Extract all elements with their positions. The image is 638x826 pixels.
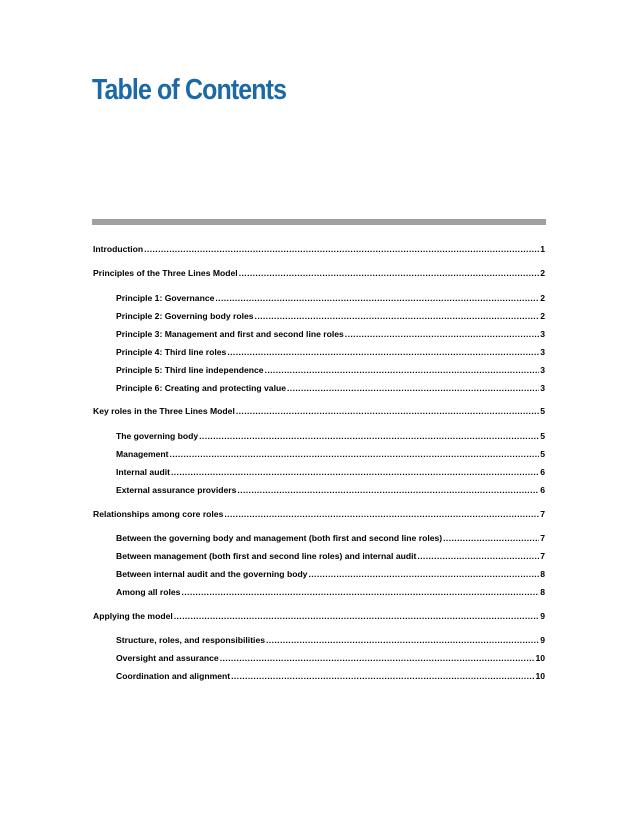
toc-entry-page: 6: [540, 467, 545, 477]
toc-dot-leader: [174, 610, 539, 622]
toc-entry-label: Introduction: [93, 244, 144, 254]
toc-entry-label: Oversight and assurance: [116, 653, 219, 663]
toc-entry-principle-5[interactable]: [116, 364, 545, 376]
toc-entry-introduction[interactable]: [93, 243, 545, 255]
toc-entry-page: 7: [540, 533, 545, 543]
toc-dot-leader: [220, 652, 535, 664]
toc-entry-label: Relationships among core roles: [93, 509, 224, 519]
toc-entry-key-roles[interactable]: [93, 405, 545, 417]
toc-entry-internal-audit-governing-body[interactable]: [116, 568, 545, 580]
toc-entry-page: 5: [540, 431, 545, 441]
toc-entry-coordination-alignment[interactable]: [116, 670, 545, 682]
toc-entry-principle-3[interactable]: [116, 328, 545, 340]
toc-entry-page: 1: [540, 244, 545, 254]
toc-entry-page: 10: [535, 653, 545, 663]
toc-entry-page: 9: [540, 635, 545, 645]
toc-dot-leader: [199, 430, 539, 442]
toc-entry-principle-2[interactable]: [116, 310, 545, 322]
toc-entry-label: The governing body: [116, 431, 199, 441]
toc-dot-leader: [171, 466, 539, 478]
toc-entry-management[interactable]: [116, 448, 545, 460]
toc-dot-leader: [237, 484, 539, 496]
toc-entry-page: 9: [540, 611, 545, 621]
toc-dot-leader: [265, 364, 540, 376]
toc-entry-applying-model[interactable]: [93, 610, 545, 622]
page-title: Table of Contents: [92, 74, 287, 106]
toc-entry-label: Principle 6: Creating and protecting value: [116, 383, 286, 393]
toc-entry-page: 2: [540, 268, 545, 278]
toc-dot-leader: [345, 328, 539, 340]
toc-entry-structure-roles[interactable]: [116, 634, 545, 646]
toc-entry-principle-4[interactable]: [116, 346, 545, 358]
toc-entry-governing-body[interactable]: [116, 430, 545, 442]
toc-entry-page: 3: [540, 347, 545, 357]
toc-dot-leader: [231, 670, 534, 682]
toc-dot-leader: [236, 405, 539, 417]
toc-entry-label: Principle 2: Governing body roles: [116, 311, 254, 321]
toc-dot-leader: [266, 634, 539, 646]
toc-entry-oversight-assurance[interactable]: [116, 652, 545, 664]
toc-entry-label: Applying the model: [93, 611, 173, 621]
toc-dot-leader: [170, 448, 540, 460]
toc-entry-management-internal-audit[interactable]: [116, 550, 545, 562]
toc-entry-principle-1[interactable]: [116, 292, 545, 304]
toc-entry-label: Between internal audit and the governing body: [116, 569, 308, 579]
toc-entry-label: Principle 4: Third line roles: [116, 347, 227, 357]
toc-entry-page: 5: [540, 449, 545, 459]
toc-entry-label: Key roles in the Three Lines Model: [93, 406, 235, 416]
toc-entry-principles[interactable]: [93, 267, 545, 279]
toc-entry-label: Principle 5: Third line independence: [116, 365, 264, 375]
toc-entry-label: Between management (both first and second line roles) and internal audit: [116, 551, 417, 561]
toc-entry-label: Management: [116, 449, 169, 459]
toc-entry-label: Principle 3: Management and first and second line roles: [116, 329, 344, 339]
toc-entry-label: Principles of the Three Lines Model: [93, 268, 238, 278]
toc-dot-leader: [255, 310, 540, 322]
toc-entry-page: 3: [540, 365, 545, 375]
toc-entry-page: 8: [540, 569, 545, 579]
toc-entry-page: 3: [540, 383, 545, 393]
toc-entry-governing-body-management[interactable]: [116, 532, 545, 544]
toc-entry-page: 6: [540, 485, 545, 495]
toc-entry-page: 5: [540, 406, 545, 416]
toc-entry-label: Between the governing body and management (both first and second line roles): [116, 533, 443, 543]
title-divider: [92, 219, 546, 225]
toc-dot-leader: [224, 508, 539, 520]
toc-entry-relationships[interactable]: [93, 508, 545, 520]
toc-entry-page: 2: [540, 311, 545, 321]
toc-dot-leader: [239, 267, 540, 279]
toc-dot-leader: [181, 586, 539, 598]
toc-entry-principle-6[interactable]: [116, 382, 545, 394]
toc-entry-label: Coordination and alignment: [116, 671, 231, 681]
toc-dot-leader: [417, 550, 539, 562]
toc-entry-internal-audit[interactable]: [116, 466, 545, 478]
toc-entry-page: 8: [540, 587, 545, 597]
toc-entry-label: External assurance providers: [116, 485, 237, 495]
toc-dot-leader: [215, 292, 539, 304]
toc-entry-label: Structure, roles, and responsibilities: [116, 635, 265, 645]
toc-dot-leader: [287, 382, 539, 394]
toc-entry-external-assurance[interactable]: [116, 484, 545, 496]
toc-entry-page: 3: [540, 329, 545, 339]
toc-entry-label: Principle 1: Governance: [116, 293, 215, 303]
toc-entry-among-all-roles[interactable]: [116, 586, 545, 598]
toc-entry-page: 10: [535, 671, 545, 681]
toc-entry-label: Among all roles: [116, 587, 181, 597]
toc-dot-leader: [308, 568, 539, 580]
toc-entry-label: Internal audit: [116, 467, 170, 477]
toc-entry-page: 2: [540, 293, 545, 303]
toc-entry-page: 7: [540, 551, 545, 561]
toc-dot-leader: [227, 346, 539, 358]
toc-dot-leader: [443, 532, 539, 544]
toc-dot-leader: [144, 243, 539, 255]
toc-entry-page: 7: [540, 509, 545, 519]
